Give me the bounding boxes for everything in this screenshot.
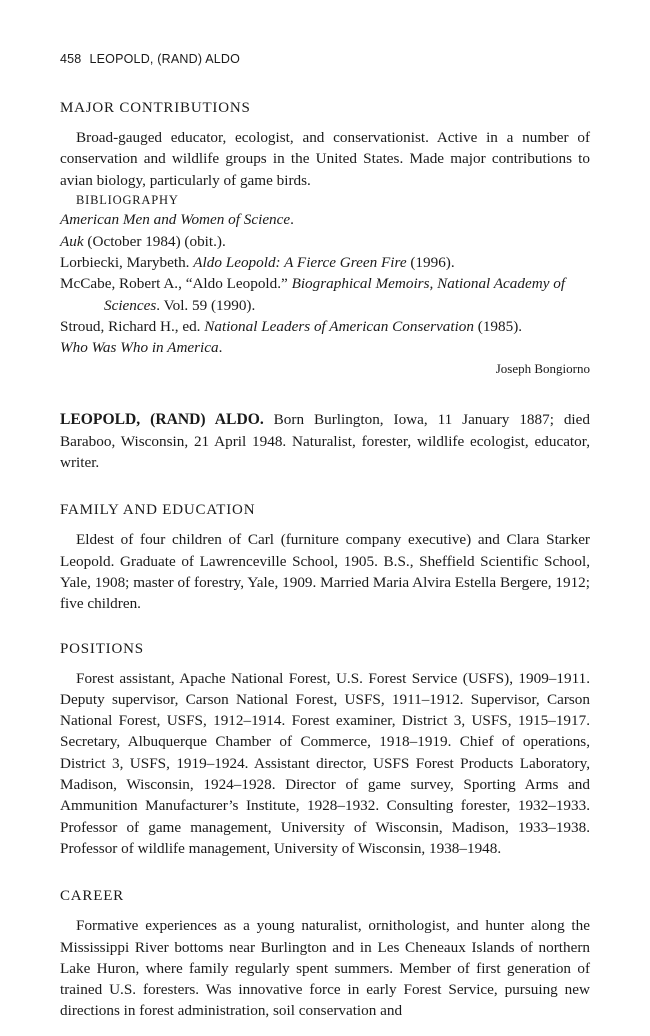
major-contributions-heading: MAJOR CONTRIBUTIONS [60,100,251,116]
positions-heading: POSITIONS [60,640,144,657]
bibliography-entry: Auk (October 1984) (obit.). [60,232,226,250]
document-page [60,52,590,1022]
family-education-heading: FAMILY AND EDUCATION [60,502,256,519]
bibliography-entry: Lorbiecki, Marybeth. Aldo Leopold: A Fierce Green Fire (1996). [60,253,455,271]
major-contributions-text: Broad-gauged educator, ecologist, and conservationist. Active in a number of conservation and wildlife groups in the United States. Made major contributions to avian biology, particularly of game birds. [60,129,590,189]
positions-text: Forest assistant, Apache National Forest, U.S. Forest Service (USFS), 1909–1911. Deputy supervisor, Carson National Forest, USFS, 1911–1912. Supervisor, Carson National Forest, USFS, 1912–1914. Forest examiner, District 3, USFS, 1915–1917. Secretary, Albuquerque Chamber of Commerce, 1918–1919. Chief of operations, District 3, USFS, 1919–1924. Assistant director, USFS Forest Products Laboratory, Madison, Wisconsin, 1924–1928. Director of game survey, Sporting Arms and Ammunition Manufacturer’s Institute, 1928–1932. Consulting forester, 1932–1933. Professor of game management, University of Wisconsin, Madison, 1933–1938. Professor of wildlife management, University of Wisconsin, 1938–1948. [60,669,590,857]
bibliography-heading: BIBLIOGRAPHY [76,192,179,207]
bibliography-entry: McCabe, Robert A., “Aldo Leopold.” Biographical Memoirs, National Academy of Sciences. Vol. 59 (1990). [60,275,566,314]
family-education-text: Eldest of four children of Carl (furniture company executive) and Clara Starker Leopold. Graduate of Lawrenceville School, 1905. B.S., Sheffield Scientific School, Yale, 1908; master of forestry, Yale, 1909. Married Maria Alvira Estella Bergere, 1912; five children. [60,531,590,613]
page-number: 458 [60,52,82,66]
entry-intro: Born Burlington, Iowa, 11 January 1887; died Baraboo, Wisconsin, 21 April 1948. Naturalist, forester, wildlife ecologist, educator, writer. [60,411,590,472]
entry-headword [60,409,590,473]
bibliography-list [60,209,590,358]
bibliography-entry: American Men and Women of Science. [60,211,294,229]
bibliography-entry: Who Was Who in America. [60,339,223,357]
bibliography-entry: Stroud, Richard H., ed. National Leaders of American Conservation (1985). [60,317,523,335]
running-head-title: LEOPOLD, (RAND) ALDO [89,52,241,66]
running-head [60,52,590,70]
contributor-name: Joseph Bongiorno [495,361,590,377]
entry-name: LEOPOLD, (RAND) ALDO. [60,411,264,429]
career-text: Formative experiences as a young naturalist, ornithologist, and hunter along the Mississippi River bottoms near Burlington and in Les Cheneaux Islands of northern Lake Huron, where family regularly spent summers. Member of first generation of trained U.S. foresters. Was innovative force in early Forest Service, pursuing new directions in forest administration, soil conservation and [60,917,590,1020]
career-heading: CAREER [60,888,124,905]
